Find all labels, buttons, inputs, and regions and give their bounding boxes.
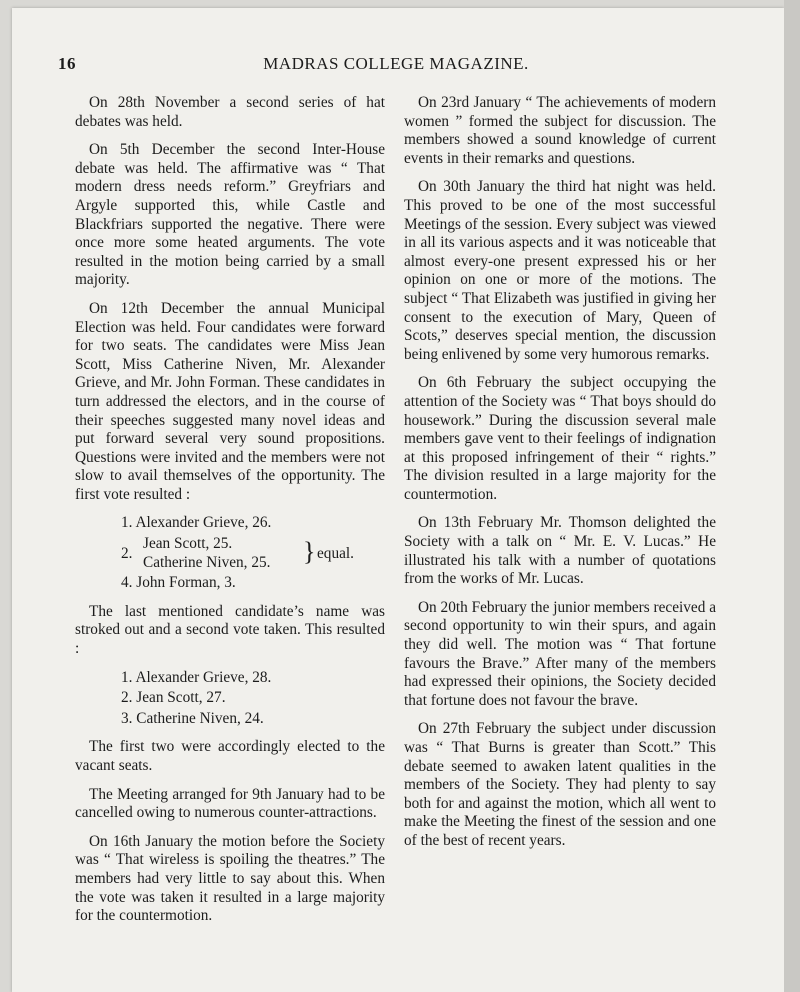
paragraph-hat-debates: On 28th November a second series of hat debates was held.: [75, 94, 385, 130]
first-vote-list: [75, 514, 385, 592]
paragraph-fortune-brave: On 20th February the junior members received a second opportunity to win their spurs, and again they did well. The motion was “ That fortune favours the Brave.” After many of the members had expressed their opinions, the Society decided that fortune does not favour the brave.: [404, 598, 716, 709]
paragraph-lucas-talk: On 13th February Mr. Thomson delighted the Society with a talk on “ Mr. E. V. Lucas.” He illustrated his talk with a number of quotations from the works of Mr. Lucas.: [404, 514, 716, 588]
list-item: 2. Jean Scott, 27.: [121, 689, 226, 707]
left-column: [75, 94, 385, 936]
page-edge-shadow: [784, 0, 800, 992]
paragraph-wireless-motion: On 16th January the motion before the Society was “ That wireless is spoiling the theatres.” The members had very little to say about this. When the vote was taken it resulted in a large majority for the countermotion.: [75, 832, 385, 925]
paragraph-second-vote: The last mentioned candidate’s name was stroked out and a second vote taken. This resulted :: [75, 602, 385, 658]
paragraph-elected: The first two were accordingly elected to the vacant seats.: [75, 738, 385, 774]
paragraph-municipal-election: On 12th December the annual Municipal Election was held. Four candidates were forward for two seats. The candidates were Miss Jean Scott, Miss Catherine Niven, Mr. Alexander Grieve, and Mr. John Forman. These candidates in turn addressed the electors, and in the course of their speeches suggested many novel ideas and put forward several very sound propositions. Questions were invited and the members were not slow to avail themselves of the opportunity. The first vote resulted :: [75, 299, 385, 503]
tied-names: [143, 535, 270, 572]
list-item-tie: [121, 535, 385, 572]
list-number: 2.: [121, 545, 133, 563]
page-header: [58, 54, 734, 78]
list-item: 3. Catherine Niven, 24.: [121, 709, 264, 727]
equal-label: equal.: [317, 545, 354, 563]
tied-name-b: Catherine Niven, 25.: [143, 553, 271, 571]
list-item: 1. Alexander Grieve, 26.: [121, 514, 272, 532]
paragraph-modern-women: On 23rd January “ The achievements of modern women ” formed the subject for discussion. The members showed a sound knowledge of current events in their remarks and questions.: [404, 94, 716, 167]
brace-glyph: }: [303, 537, 316, 567]
paragraph-housework: On 6th February the subject occupying the attention of the Society was “ That boys should do housework.” During the discussion several male members gave vent to their feelings of indignation at this proposed infringement of their “ rights.” The division resulted in a large majority for the countermotion.: [404, 374, 716, 503]
paragraph-third-hat-night: On 30th January the third hat night was held. This proved to be one of the most successful Meetings of the session. Every subject was viewed in all its various aspects and it was noticeable that almost every-one present expressed his or her opinion on one or more of the motions. The subject “ That Elizabeth was justified in giving her consent to the execution of Mary, Queen of Scots,” deserves special mention, the discussion being enlivened by some very humorous remarks.: [404, 178, 716, 363]
paragraph-inter-house-debate: On 5th December the second Inter-House debate was held. The affirmative was “ That modern dress needs reform.” Greyfriars and Argyle supported this, while Castle and Blackfriars supported the negative. There were once more some heated arguments. The vote resulted in the motion being carried by a small majority.: [75, 141, 385, 289]
tied-name-a: Jean Scott, 25.: [143, 535, 233, 553]
right-column: [404, 94, 716, 861]
page-number: 16: [58, 54, 76, 73]
magazine-title: MADRAS COLLEGE MAGAZINE.: [263, 54, 529, 73]
paragraph-cancelled-meeting: The Meeting arranged for 9th January had to be cancelled owing to numerous counter-attractions.: [75, 785, 385, 822]
paragraph-burns-scott: On 27th February the subject under discussion was “ That Burns is greater than Scott.” This debate seemed to awaken latent qualities in the members of the Society. They had plenty to say both for and against the motion, which all went to make the Meeting the finest of the session and one of the best of recent years.: [404, 720, 716, 849]
second-vote-list: [75, 669, 385, 729]
list-item: 4. John Forman, 3.: [121, 574, 236, 592]
list-item: 1. Alexander Grieve, 28.: [121, 668, 272, 686]
